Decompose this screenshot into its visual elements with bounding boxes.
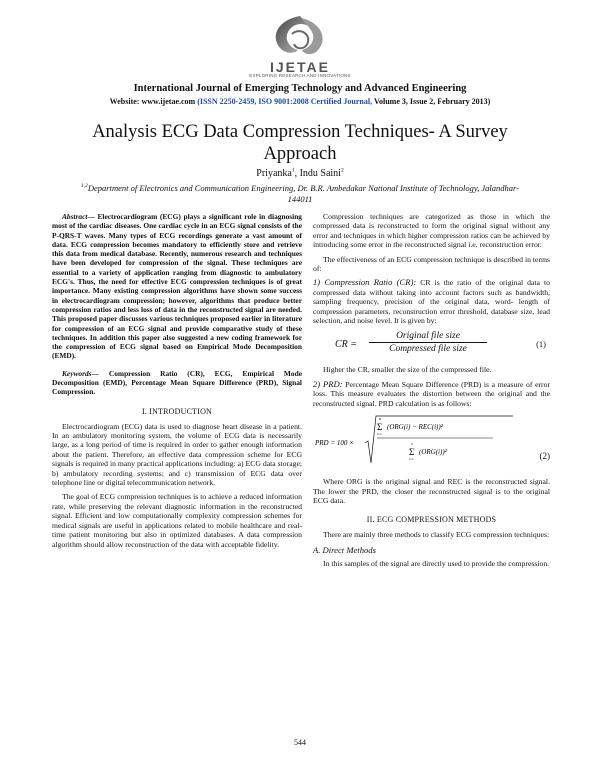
page-number: 544 — [294, 738, 306, 747]
prd-text: Percentage Mean Square Difference (PRD) is a measure of error loss. This measure evaluates the distortion between the original and the reconstructed signal. PRD calculation is as follows: — [313, 379, 550, 408]
author-separator: , — [294, 168, 300, 179]
eq2-sum-bottom-den: i=1 — [409, 457, 414, 462]
website-issue: Volume 3, Issue 2, February 2013) — [372, 97, 491, 106]
section-heading-methods: II. ECG COMPRESSION METHODS — [366, 515, 497, 525]
journal-website-line — [0, 97, 600, 106]
author-name: Priyanka — [256, 168, 292, 179]
body-paragraph: Compression techniques are categorized as those in which the compressed data is reconstructed to form the original signal without any error and techniques in which higher compression ratios can be achieved by introducing some error in the reconstructed signal i.e. reconstruction error. — [313, 212, 550, 250]
intro-paragraph: Electrocardiogram (ECG) data is used to diagnose heart disease in a patient. In an ambulatory monitoring system, the volume of ECG data is necessarily large, as a long period of time is required in order to gather enough information about the patient. Therefore, an effective data compression scheme for ECG signals is required in many practical applications including: a) ECG data storage; b) ambulatory recording systems; and c) transmission of ECG data over telephone line or digital telecommunication network. — [52, 421, 302, 488]
eq1-denominator: Compressed file size — [389, 344, 467, 355]
logo-caption: EXPLORING RESEARCH AND INNOVATIONS — [249, 73, 351, 78]
eq2-sum: Σ — [377, 422, 383, 433]
keywords-text: — Compression Ratio (CR), ECG, Empirical Mode Decomposition (EMD), Percentage Mean Square Difference (PRD), Signal Compression. — [52, 368, 302, 397]
eq2-graphic — [313, 413, 550, 471]
eq1-number: (1) — [536, 339, 546, 350]
prd-definition — [313, 380, 550, 408]
eq2-numerator: (ORG(i) − REC(i))² — [387, 423, 443, 432]
cr-label: 1) Compression Ratio (CR): — [313, 277, 417, 288]
eq1-fraction — [369, 331, 487, 354]
subsection-heading-direct-methods: A. Direct Methods — [313, 544, 376, 555]
eq2-lhs: PRD = 100 × — [315, 439, 354, 448]
abstract-text: — Electrocardiogram (ECG) plays a significant role in diagnosing most of the cardiac diseases. One cardiac cycle in an ECG signal consists of the P-QRS-T waves. Many types of ECG recordings generate a vast amount of data. ECG compression becomes mandatory to efficiently store and retrieve this data from medical database. Recently, numerous research and techniques have been developed for compression of the signal. These techniques are essential to a variety of application ranging from diagnostic to ambulatory ECG's. Thus, the need for effective ECG compression techniques is of great importance. Many existing compression algorithms have shown some success in electrocardiogram compression; however, algorithms that produce better compression ratios and less loss of data in the reconstructed signal are needed. This proposed paper discusses various techniques proposed earlier in literature for compression of an ECG signal and provide comparative study of these techniques. In addition this paper also suggested a new coding framework for the compression of ECG signal based on Empirical Mode Decomposition (EMD). — [52, 212, 302, 361]
body-paragraph: Higher the CR, smaller the size of the compressed file. — [323, 365, 492, 375]
author-affil-marker: 1 — [291, 167, 295, 174]
logo-text: IJETAE — [270, 59, 330, 75]
author-name: Indu Saini — [299, 168, 341, 179]
paper-authors — [0, 168, 600, 179]
affiliation-text: Department of Electronics and Communication Engineering, Dr. B.R. Ambedakar National Institute of Technology, Jalandhar-144011 — [87, 183, 519, 204]
right-column — [313, 212, 550, 573]
body-paragraph: There are mainly three methods to classify ECG compression techniques: — [323, 530, 550, 540]
paper-affiliation — [80, 183, 520, 205]
cr-text: CR is the ratio of the original data to compressed data without taking into account factors such as bandwidth, sampling frequency, precision of the original data, word- length of compression parameters, reconstruction error threshold, database size, lead selection, and noise level. It is given by: — [313, 278, 550, 326]
website-issn: (ISSN 2250-2459, ISO 9001:2008 Certified Journal, — [195, 97, 373, 106]
affiliation-marker: 1,2 — [81, 183, 88, 190]
eq2-number: (2) — [539, 451, 550, 462]
cr-definition — [313, 278, 550, 325]
eq1-numerator: Original file size — [369, 331, 487, 343]
eq2-sum-bottom: i=1 — [377, 432, 382, 437]
website-prefix[interactable]: Website: www.ijetae.com — [109, 97, 196, 106]
eq1-lhs: CR = — [335, 339, 358, 351]
keywords-label: Keywords — [62, 368, 92, 378]
section-heading-introduction: I. INTRODUCTION — [141, 406, 213, 416]
left-column — [52, 212, 302, 554]
body-paragraph: In this samples of the signal are directly used to provide the compression. — [323, 558, 550, 568]
author-affil-marker: 2 — [340, 167, 344, 174]
equation-1 — [313, 331, 550, 359]
body-paragraph: The effectiveness of an ECG compression technique is described in terms of: — [313, 254, 550, 274]
body-paragraph: Where ORG is the original signal and REC is the reconstructed signal. The lower the PRD, the closer the reconstructed signal is to the original ECG data. — [313, 477, 550, 505]
prd-label: 2) PRD: — [313, 378, 343, 389]
paper-title: Analysis ECG Data Compression Techniques- A Survey Approach — [92, 122, 508, 164]
abstract — [52, 212, 302, 361]
keywords — [52, 369, 302, 397]
abstract-label: Abstract — [62, 212, 88, 221]
journal-logo — [228, 10, 372, 82]
eq2-sum-top-den: n — [411, 442, 413, 447]
journal-name: International Journal of Emerging Technology and Advanced Engineering — [133, 83, 467, 94]
intro-paragraph: The goal of ECG compression techniques is to achieve a reduced information rate, while preserving the relevant diagnostic information in the reconstructed signal. Efficient and low computationally complexity compression schemes for medical signals are useful in applications related to mobile healthcare and real-time patient monitoring but also in optimized databases. A data compression algorithm should allow reconstruction of the data with acceptable fidelity. — [52, 492, 302, 549]
equation-2 — [313, 413, 550, 471]
eq2-sum-den: Σ — [409, 447, 415, 458]
eq2-denominator: (ORG(i))² — [419, 448, 447, 457]
eq2-sum-top: n — [379, 416, 381, 422]
